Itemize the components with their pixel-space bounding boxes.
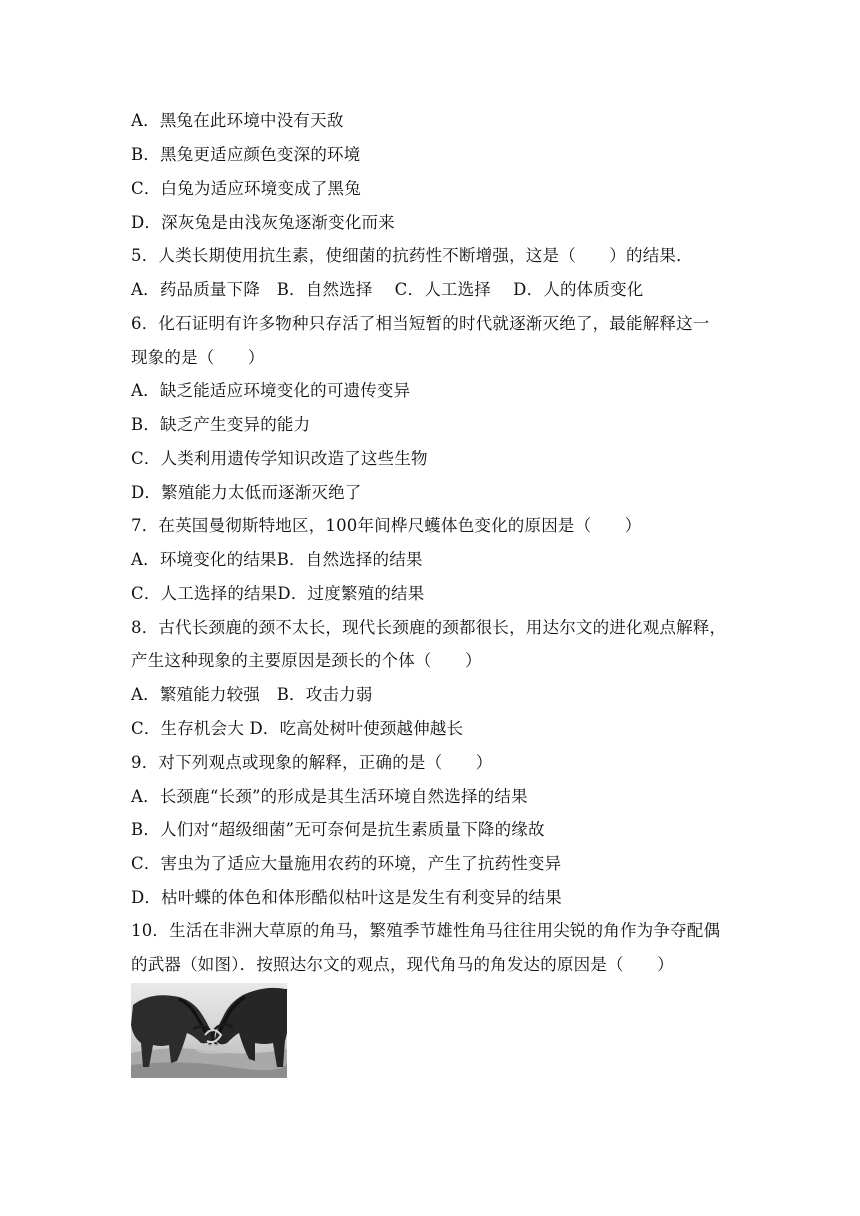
q6-stem-line1: 6．化石证明有许多物种只存活了相当短暂的时代就逐渐灭绝了，最能解释这一: [131, 314, 710, 333]
q4-option-b: B．黑兔更适应颜色变深的环境: [131, 145, 361, 164]
q9-option-d: D．枯叶蝶的体色和体形酷似枯叶这是发生有利变异的结果: [131, 888, 562, 907]
q6-stem-line2: 现象的是（ ）: [131, 348, 265, 367]
q6-option-b: B．缺乏产生变异的能力: [131, 415, 311, 434]
q7-options-ab: A．环境变化的结果B．自然选择的结果: [131, 550, 423, 569]
q8-options-ab: A．繁殖能力较强 B．攻击力弱: [131, 685, 373, 704]
q5-stem: 5．人类长期使用抗生素，使细菌的抗药性不断增强，这是（ ）的结果．: [131, 246, 693, 265]
q9-option-b: B．人们对“超级细菌”无可奈何是抗生素质量下降的缘故: [131, 820, 545, 839]
q8-stem-line2: 产生这种现象的主要原因是颈长的个体（ ）: [131, 651, 482, 670]
q6-option-c: C．人类利用遗传学知识改造了这些生物: [131, 449, 428, 468]
q8-options-cd: C．生存机会大 D．吃高处树叶使颈越伸越长: [131, 719, 464, 738]
q7-stem: 7．在英国曼彻斯特地区，100年间桦尺蠖体色变化的原因是（ ）: [131, 516, 642, 535]
q4-option-c: C．白兔为适应环境变成了黑兔: [131, 179, 361, 198]
q5-options: A．药品质量下降 B．自然选择 C．人工选择 D．人的体质变化: [131, 280, 644, 299]
q4-option-d: D．深灰兔是由浅灰兔逐渐变化而来: [131, 213, 395, 232]
q9-option-c: C．害虫为了适应大量施用农药的环境，产生了抗药性变异: [131, 854, 562, 873]
q9-option-a: A．长颈鹿“长颈”的形成是其生活环境自然选择的结果: [131, 787, 528, 806]
q7-options-cd: C．人工选择的结果D．过度繁殖的结果: [131, 584, 425, 603]
q10-stem-line2: 的武器（如图）．按照达尔文的观点，现代角马的角发达的原因是（ ）: [131, 955, 674, 974]
q8-stem-line1: 8．古代长颈鹿的颈不太长，现代长颈鹿的颈都很长，用达尔文的进化观点解释，: [131, 618, 727, 637]
q6-option-a: A．缺乏能适应环境变化的可遗传变异: [131, 381, 411, 400]
q6-option-d: D．繁殖能力太低而逐渐灭绝了: [131, 483, 362, 502]
q10-stem-line1: 10．生活在非洲大草原的角马，繁殖季节雄性角马往往用尖锐的角作为争夺配偶: [131, 921, 721, 940]
wildebeest-fighting-image: [131, 983, 287, 1078]
q4-option-a: A．黑兔在此环境中没有天敌: [131, 111, 344, 130]
q9-stem: 9．对下列观点或现象的解释，正确的是（ ）: [131, 753, 493, 772]
